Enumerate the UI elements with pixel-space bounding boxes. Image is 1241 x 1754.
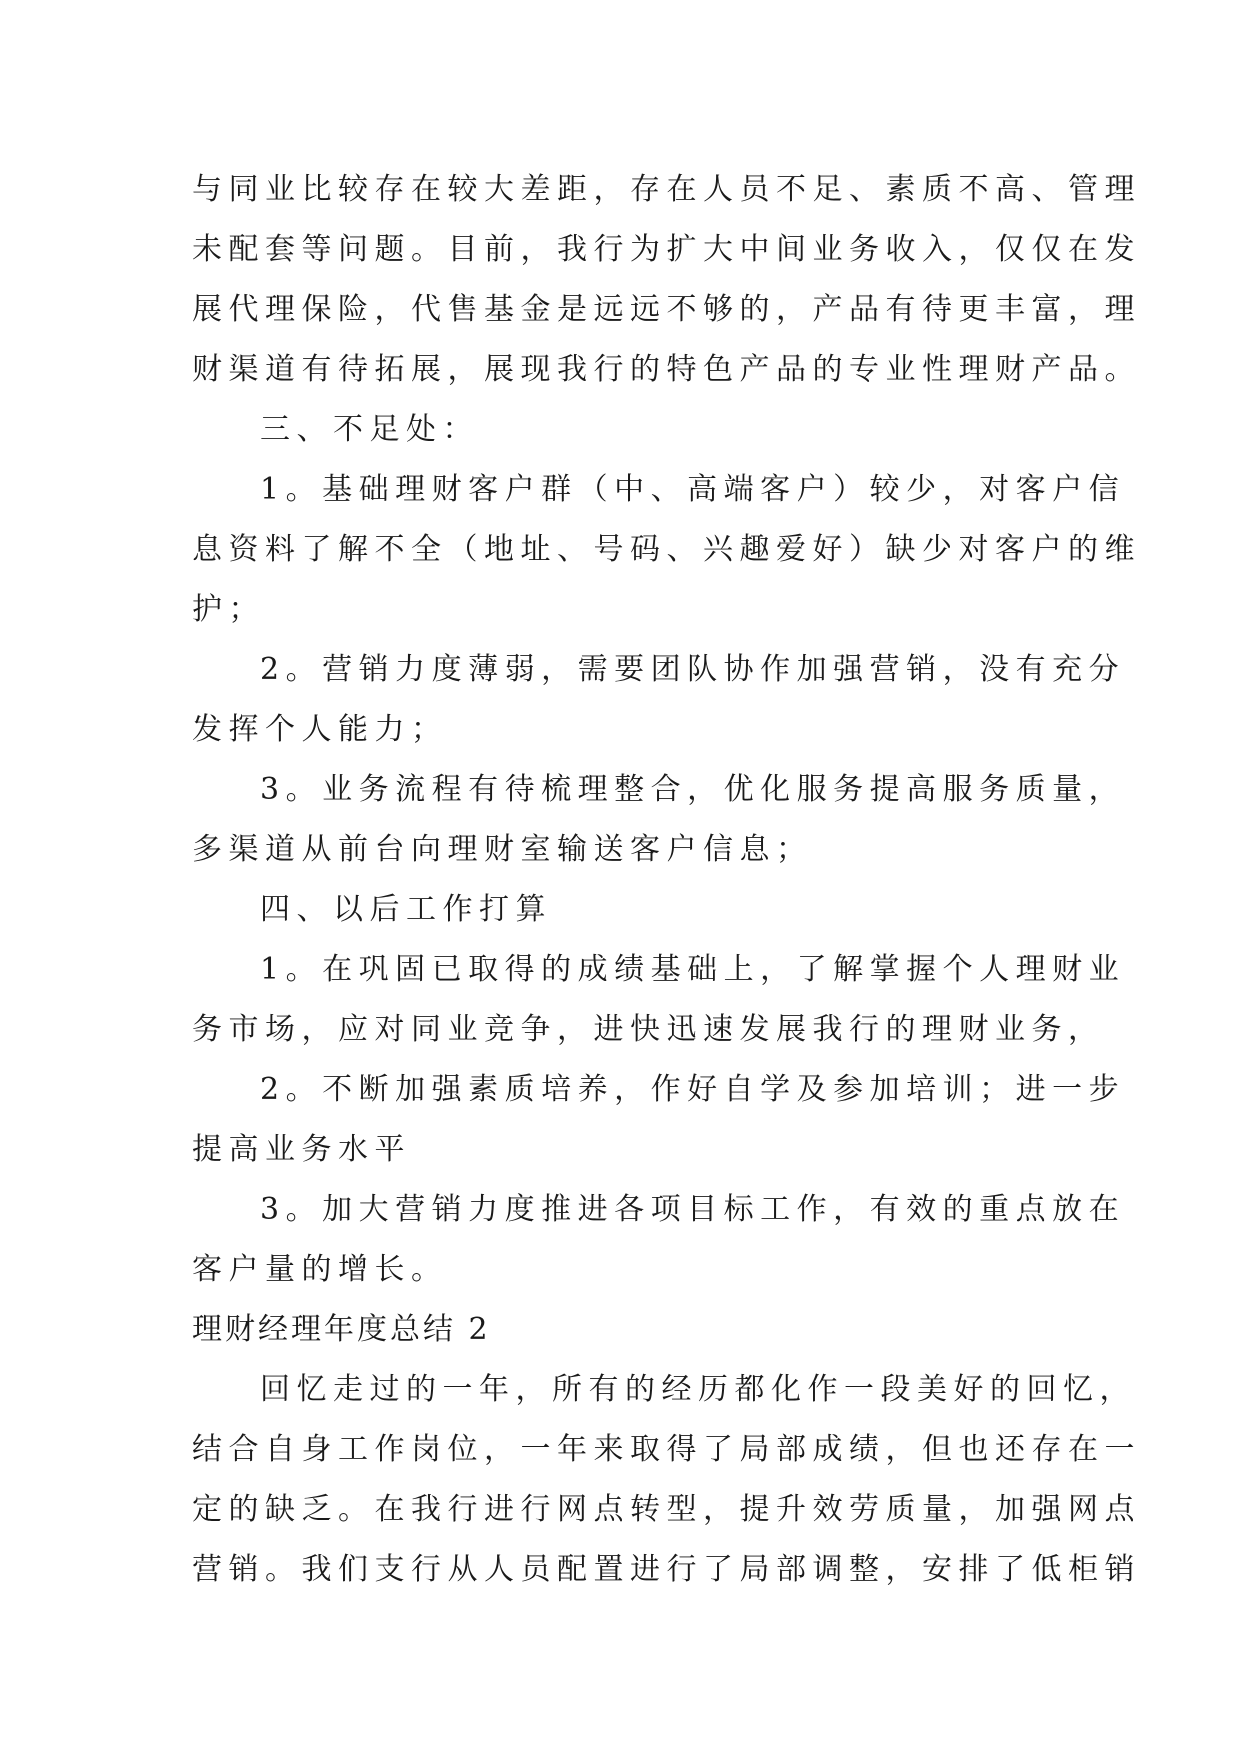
text-line: 息资料了解不全（地址、号码、兴趣爱好）缺少对客户的维 <box>192 532 1141 567</box>
text-line: 回忆走过的一年，所有的经历都化作一段美好的回忆， <box>260 1372 1136 1407</box>
text-line: 2。营销力度薄弱，需要团队协作加强营销，没有充分 <box>260 652 1126 687</box>
text-line: 3。业务流程有待梳理整合，优化服务提高服务质量， <box>260 772 1126 807</box>
text-line: 客户量的增长。 <box>192 1252 448 1287</box>
text-line: 多渠道从前台向理财室输送客户信息； <box>192 832 813 867</box>
text-line: 发挥个人能力； <box>192 712 448 747</box>
text-line: 1。基础理财客户群（中、高端客户）较少，对客户信 <box>260 472 1126 507</box>
text-line: 与同业比较存在较大差距，存在人员不足、素质不高、管理 <box>192 172 1141 207</box>
text-line: 2。不断加强素质培养，作好自学及参加培训；进一步 <box>260 1072 1126 1107</box>
section-heading-future-plans: 四、以后工作打算 <box>260 892 552 927</box>
text-line: 提高业务水平 <box>192 1132 411 1167</box>
text-line: 财渠道有待拓展，展现我行的特色产品的专业性理财产品。 <box>192 352 1141 387</box>
text-line: 护； <box>192 592 265 627</box>
text-line: 定的缺乏。在我行进行网点转型，提升效劳质量，加强网点 <box>192 1492 1141 1527</box>
document-title-2: 理财经理年度总结 2 <box>192 1312 491 1347</box>
text-line: 3。加大营销力度推进各项目标工作，有效的重点放在 <box>260 1192 1126 1227</box>
section-heading-shortcomings: 三、不足处： <box>260 412 479 447</box>
text-line: 结合自身工作岗位，一年来取得了局部成绩，但也还存在一 <box>192 1432 1141 1467</box>
text-line: 营销。我们支行从人员配置进行了局部调整，安排了低柜销 <box>192 1552 1141 1587</box>
text-line: 未配套等问题。目前，我行为扩大中间业务收入，仅仅在发 <box>192 232 1141 267</box>
text-line: 1。在巩固已取得的成绩基础上，了解掌握个人理财业 <box>260 952 1126 987</box>
document-body <box>192 160 1141 1600</box>
text-line: 展代理保险，代售基金是远远不够的，产品有待更丰富，理 <box>192 292 1141 327</box>
text-line: 务市场，应对同业竞争，进快迅速发展我行的理财业务， <box>192 1012 1105 1047</box>
